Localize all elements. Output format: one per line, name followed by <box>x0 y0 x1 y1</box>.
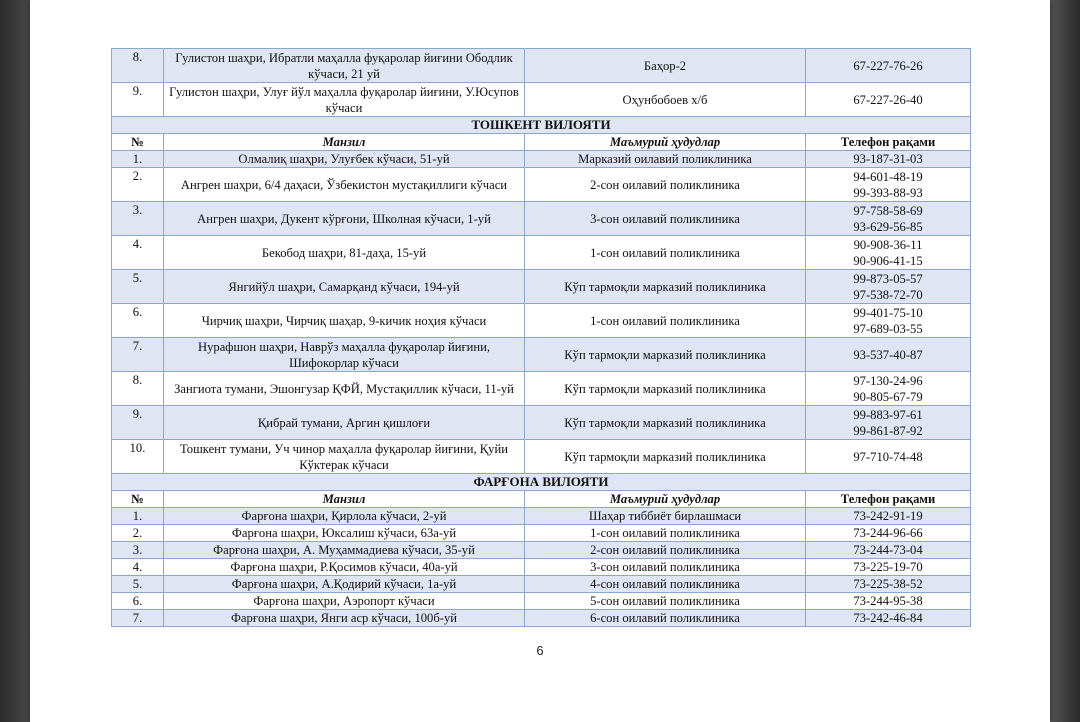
row-area: 1-сон оилавий поликлиника <box>525 304 806 338</box>
row-area: 5-сон оилавий поликлиника <box>525 593 806 610</box>
row-phone: 97-130-24-96 90-805-67-79 <box>806 372 971 406</box>
row-address: Олмалиқ шаҳри, Улуғбек кўчаси, 51-уй <box>164 151 525 168</box>
row-phone: 93-187-31-03 <box>806 151 971 168</box>
row-area: Кўп тармоқли марказий поликлиника <box>525 338 806 372</box>
row-phone: 67-227-76-26 <box>806 49 971 83</box>
region-title: ФАРҒОНА ВИЛОЯТИ <box>112 474 971 491</box>
row-number: 5. <box>112 576 164 593</box>
row-number: 7. <box>112 610 164 627</box>
row-phone: 73-242-46-84 <box>806 610 971 627</box>
column-header-row <box>112 134 971 151</box>
header-number: № <box>112 491 164 508</box>
header-phone: Телефон рақами <box>806 134 971 151</box>
table-row <box>112 559 971 576</box>
table-row <box>112 440 971 474</box>
row-area: 3-сон оилавий поликлиника <box>525 202 806 236</box>
row-number: 3. <box>112 202 164 236</box>
row-address: Фарғона шаҳри, Аэропорт кўчаси <box>164 593 525 610</box>
row-address: Фарғона шаҳри, Янги аср кўчаси, 100б-уй <box>164 610 525 627</box>
header-address: Манзил <box>164 491 525 508</box>
header-phone: Телефон рақами <box>806 491 971 508</box>
row-number: 9. <box>112 83 164 117</box>
table-row <box>112 542 971 559</box>
table-row <box>112 406 971 440</box>
row-area: 1-сон оилавий поликлиника <box>525 236 806 270</box>
row-area: 4-сон оилавий поликлиника <box>525 576 806 593</box>
table-row <box>112 304 971 338</box>
row-address: Фарғона шаҳри, Юксалиш кўчаси, 63а-уй <box>164 525 525 542</box>
row-area: Шаҳар тиббиёт бирлашмаси <box>525 508 806 525</box>
row-address: Фарғона шаҳри, Р.Қосимов кўчаси, 40а-уй <box>164 559 525 576</box>
row-phone: 73-225-19-70 <box>806 559 971 576</box>
table-row <box>112 202 971 236</box>
table-row <box>112 83 971 117</box>
row-number: 10. <box>112 440 164 474</box>
row-address: Бекобод шаҳри, 81-даҳа, 15-уй <box>164 236 525 270</box>
row-phone: 99-873-05-57 97-538-72-70 <box>806 270 971 304</box>
viewer-background-left <box>0 0 30 722</box>
viewer-background-right <box>1050 0 1080 722</box>
table-row <box>112 593 971 610</box>
table-row <box>112 236 971 270</box>
document-page <box>30 0 1050 722</box>
row-number: 6. <box>112 593 164 610</box>
page-number: 6 <box>536 643 544 658</box>
row-phone: 93-537-40-87 <box>806 338 971 372</box>
row-area: 2-сон оилавий поликлиника <box>525 168 806 202</box>
row-area: Кўп тармоқли марказий поликлиника <box>525 406 806 440</box>
table-row <box>112 372 971 406</box>
table-row <box>112 576 971 593</box>
row-phone: 73-242-91-19 <box>806 508 971 525</box>
row-phone: 99-883-97-61 99-861-87-92 <box>806 406 971 440</box>
row-address: Тошкент тумани, Уч чинор маҳалла фуқаролар йиғини, Қуйи Кўктерак кўчаси <box>164 440 525 474</box>
table-row <box>112 49 971 83</box>
header-area: Маъмурий ҳудудлар <box>525 134 806 151</box>
row-area: 6-сон оилавий поликлиника <box>525 610 806 627</box>
row-number: 1. <box>112 151 164 168</box>
table-row <box>112 151 971 168</box>
row-address: Нурафшон шаҳри, Наврўз маҳалла фуқаролар йиғини, Шифокорлар кўчаси <box>164 338 525 372</box>
row-phone: 99-401-75-10 97-689-03-55 <box>806 304 971 338</box>
row-number: 4. <box>112 559 164 576</box>
region-header-row <box>112 117 971 134</box>
table-row <box>112 610 971 627</box>
clinic-table-body <box>112 49 971 627</box>
row-number: 9. <box>112 406 164 440</box>
row-phone: 97-710-74-48 <box>806 440 971 474</box>
row-address: Фарғона шаҳри, Қирлола кўчаси, 2-уй <box>164 508 525 525</box>
row-area: Кўп тармоқли марказий поликлиника <box>525 270 806 304</box>
row-address: Гулистон шаҳри, Улуғ йўл маҳалла фуқаролар йиғини, У.Юсупов кўчаси <box>164 83 525 117</box>
row-area: Марказий оилавий поликлиника <box>525 151 806 168</box>
table-row <box>112 270 971 304</box>
row-phone: 97-758-58-69 93-629-56-85 <box>806 202 971 236</box>
region-header-row <box>112 474 971 491</box>
row-address: Янгийўл шаҳри, Самарқанд кўчаси, 194-уй <box>164 270 525 304</box>
row-address: Гулистон шаҳри, Ибратли маҳалла фуқаролар йиғини Ободлик кўчаси, 21 уй <box>164 49 525 83</box>
table-row <box>112 338 971 372</box>
row-number: 4. <box>112 236 164 270</box>
row-number: 7. <box>112 338 164 372</box>
row-address: Ангрен шаҳри, Дукент кўрғони, Школная кўчаси, 1-уй <box>164 202 525 236</box>
row-phone: 73-244-95-38 <box>806 593 971 610</box>
row-area: Кўп тармоқли марказий поликлиника <box>525 372 806 406</box>
row-number: 5. <box>112 270 164 304</box>
column-header-row <box>112 491 971 508</box>
region-title: ТОШКЕНТ ВИЛОЯТИ <box>112 117 971 134</box>
row-number: 2. <box>112 168 164 202</box>
row-phone: 90-908-36-11 90-906-41-15 <box>806 236 971 270</box>
row-address: Зангиота тумани, Эшонгузар ҚФЙ, Мустақиллик кўчаси, 11-уй <box>164 372 525 406</box>
row-address: Ангрен шаҳри, 6/4 даҳаси, Ўзбекистон мустақиллиги кўчаси <box>164 168 525 202</box>
row-address: Фарғона шаҳри, А.Қодирий кўчаси, 1а-уй <box>164 576 525 593</box>
table-row <box>112 168 971 202</box>
row-phone: 73-244-96-66 <box>806 525 971 542</box>
row-area: Баҳор-2 <box>525 49 806 83</box>
header-address: Манзил <box>164 134 525 151</box>
row-number: 6. <box>112 304 164 338</box>
row-area: 2-сон оилавий поликлиника <box>525 542 806 559</box>
clinic-table <box>111 48 971 627</box>
row-area: Оҳунбобоев х/б <box>525 83 806 117</box>
row-address: Фарғона шаҳри, А. Муҳаммадиева кўчаси, 35-уй <box>164 542 525 559</box>
row-address: Чирчиқ шаҳри, Чирчиқ шаҳар, 9-кичик ноҳия кўчаси <box>164 304 525 338</box>
table-row <box>112 508 971 525</box>
row-area: 3-сон оилавий поликлиника <box>525 559 806 576</box>
row-number: 1. <box>112 508 164 525</box>
row-phone: 94-601-48-19 99-393-88-93 <box>806 168 971 202</box>
row-number: 8. <box>112 372 164 406</box>
row-phone: 73-244-73-04 <box>806 542 971 559</box>
header-number: № <box>112 134 164 151</box>
row-number: 2. <box>112 525 164 542</box>
row-area: 1-сон оилавий поликлиника <box>525 525 806 542</box>
row-number: 8. <box>112 49 164 83</box>
row-number: 3. <box>112 542 164 559</box>
row-area: Кўп тармоқли марказий поликлиника <box>525 440 806 474</box>
row-address: Қибрай тумани, Аргин қишлоғи <box>164 406 525 440</box>
row-phone: 73-225-38-52 <box>806 576 971 593</box>
header-area: Маъмурий ҳудудлар <box>525 491 806 508</box>
row-phone: 67-227-26-40 <box>806 83 971 117</box>
table-row <box>112 525 971 542</box>
